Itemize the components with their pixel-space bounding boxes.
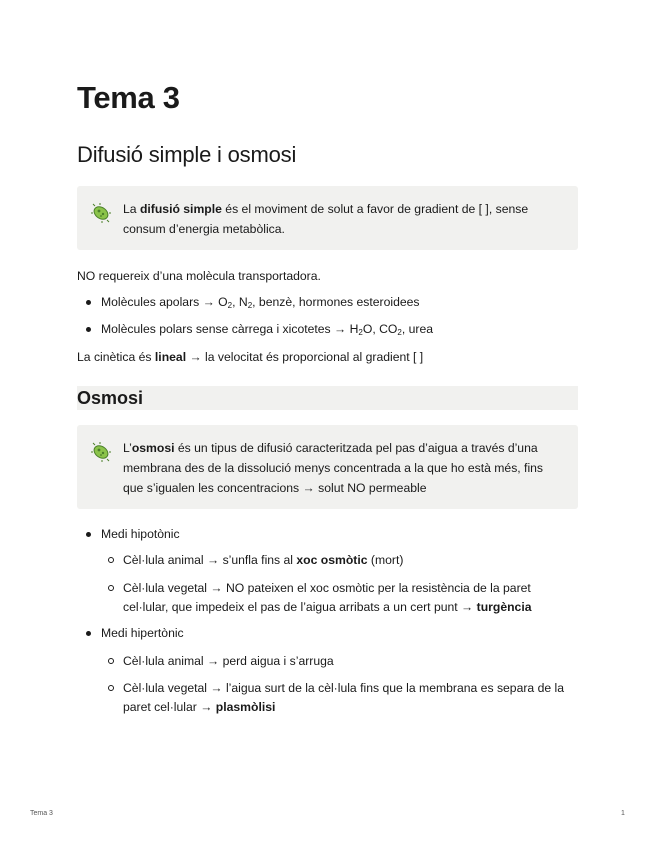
- list-item: Molècules apolars → $O_2$, $N_2$, benzè, hormones esteroidees: [101, 293, 420, 315]
- callout-osmosi: [77, 425, 578, 509]
- paragraph: NO requereix d’una molècula transportadora.: [77, 269, 321, 283]
- page-title: Tema 3: [77, 80, 180, 115]
- section-title: Difusió simple i osmosi: [77, 142, 297, 167]
- sublist-item: Cèl·lula animal → perd aigua i s’arruga: [123, 652, 578, 671]
- sublist-item: Cèl·lula vegetal → NO pateixen el xoc osmòtic per la resistència de la paret cel·lular, que impedeix el pas de l’aigua arribats a un cert punt → turgència: [123, 579, 578, 617]
- paragraph: La cinètica és lineal → la velocitat és proporcional al gradient [ ]: [77, 350, 424, 364]
- list-item-hypertonic: Medi hipertònic: [101, 624, 184, 643]
- sublist-item: Cèl·lula vegetal → l’aigua surt de la cèl·lula fins que la membrana es separa de la paret cel·lular → plasmòlisi: [123, 679, 578, 717]
- microbe-icon: [90, 202, 112, 224]
- subsection-title: Osmosi: [77, 386, 578, 410]
- list-item-hypotonic: Medi hipotònic: [101, 525, 180, 544]
- list-item: Molècules polars sense càrrega i xicotetes → $H_2O$, $CO_2$, urea: [101, 320, 433, 342]
- page-number: 1: [621, 810, 625, 817]
- footer-left: Tema 3: [30, 810, 53, 817]
- callout-text: L’osmosi és un tipus de difusió caracteritzada pel pas d’aigua a través d’una membrana des de la dissolució menys concentrada a la que ho està més, fins que s’igualen les concentracions → solut NO permeable: [123, 441, 544, 495]
- callout-text: La difusió simple és el moviment de solut a favor de gradient de [ ], sense consum d’energia metabòlica.: [123, 202, 529, 236]
- callout-difusio: [77, 186, 578, 250]
- sublist-item: Cèl·lula animal → s’unfla fins al xoc osmòtic (mort): [123, 551, 578, 570]
- microbe-icon: [90, 441, 112, 463]
